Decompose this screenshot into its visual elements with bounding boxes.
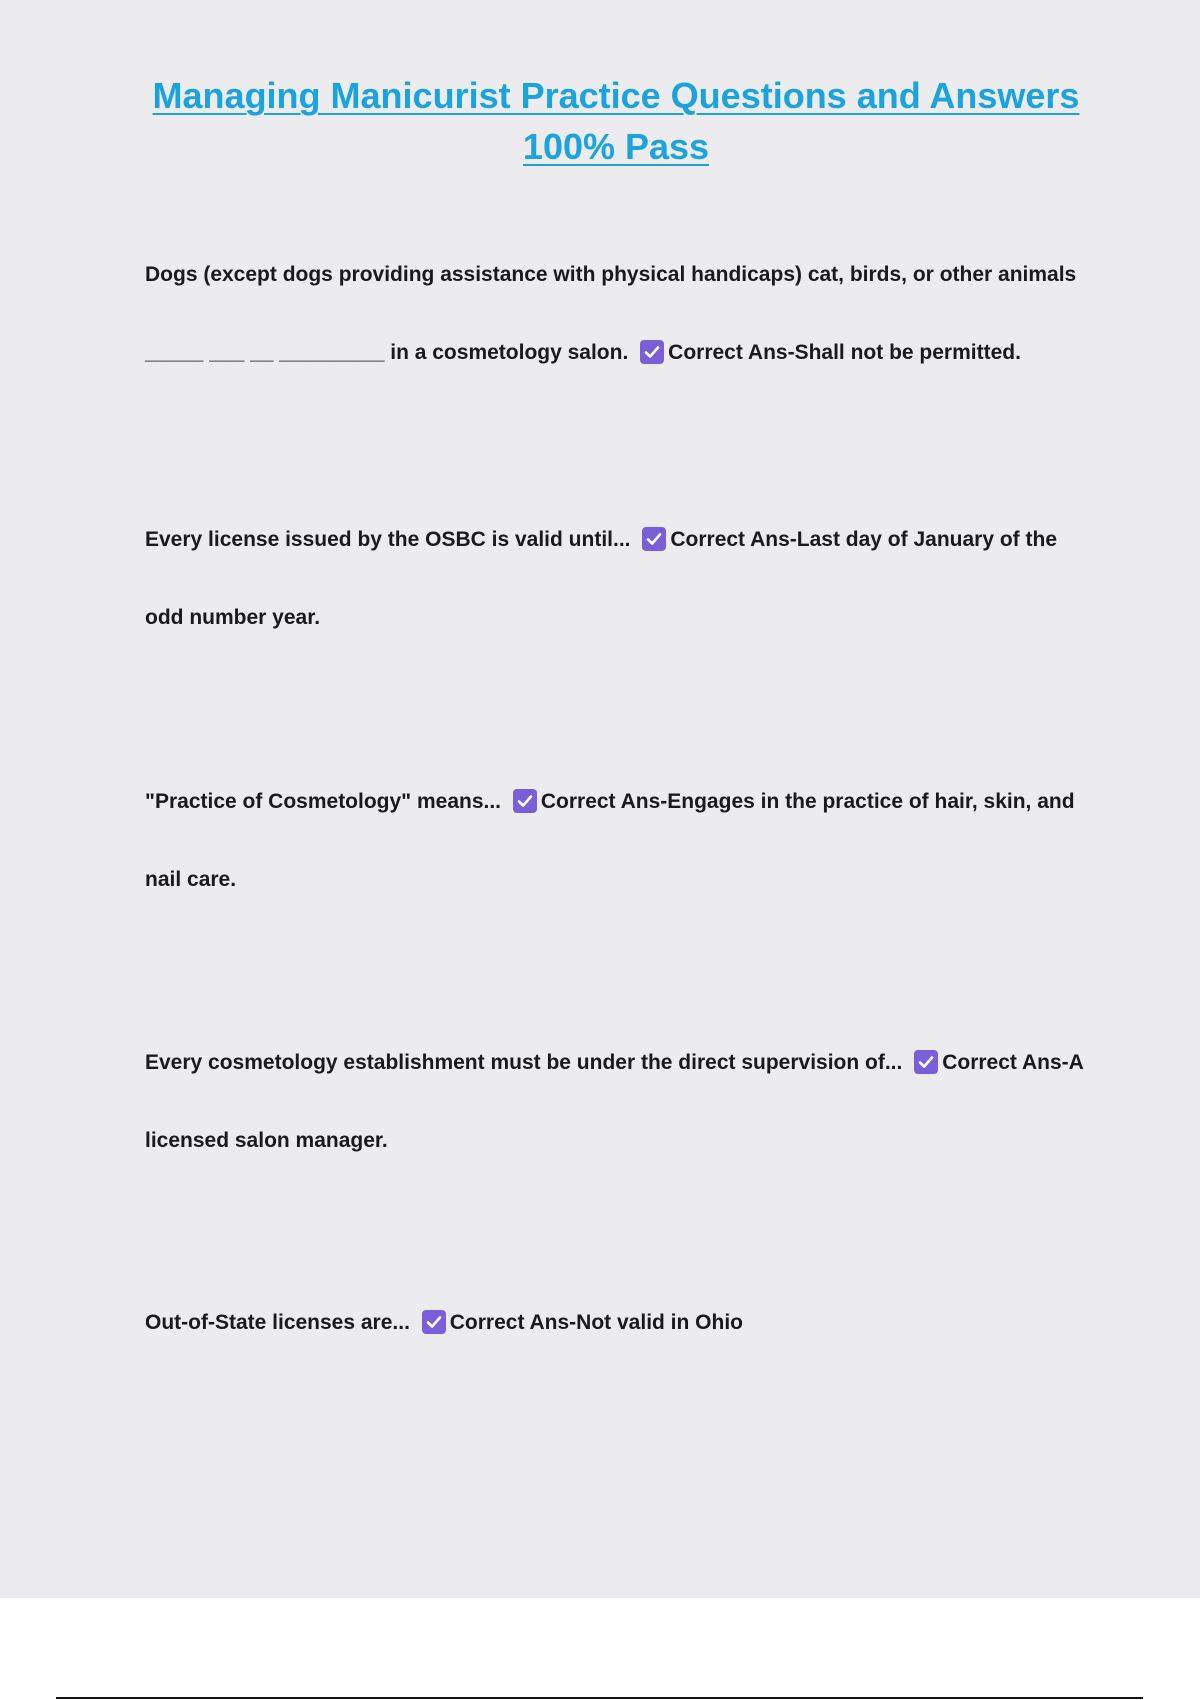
- answer-text: Correct Ans-Last day of January of the odd number year.: [145, 528, 1057, 629]
- checkbox-checked-icon: [640, 340, 664, 364]
- qa-item: [145, 1024, 1085, 1180]
- question-text: "Practice of Cosmetology" means...: [145, 790, 502, 813]
- document-title: [0, 70, 1200, 172]
- question-text: Dogs (except dogs providing assistance with physical handicaps) cat, birds, or other animals _____ ___ __ _________ in a cosmetology salon.: [145, 263, 1077, 364]
- checkbox-checked-icon: [642, 527, 666, 551]
- qa-item: [145, 763, 1085, 919]
- question-text: Out-of-State licenses are...: [145, 1311, 410, 1334]
- footer-divider: [56, 1697, 1143, 1699]
- qa-item: [145, 501, 1085, 657]
- checkbox-checked-icon: [422, 1310, 446, 1334]
- answer-text: Correct Ans-A licensed salon manager.: [145, 1051, 1083, 1152]
- title-line-2: 100% Pass: [522, 126, 710, 167]
- title-line-1: Managing Manicurist Practice Questions and Answers: [152, 75, 1080, 116]
- question-text: Every cosmetology establishment must be under the direct supervision of...: [145, 1051, 903, 1074]
- answer-text: Correct Ans-Not valid in Ohio: [449, 1311, 744, 1334]
- answer-text: Correct Ans-Shall not be permitted.: [668, 341, 1021, 364]
- checkbox-checked-icon: [914, 1050, 938, 1074]
- checkbox-checked-icon: [513, 789, 537, 813]
- qa-item: [145, 236, 1085, 392]
- answer-text: Correct Ans-Engages in the practice of hair, skin, and nail care.: [145, 790, 1075, 891]
- question-text: Every license issued by the OSBC is valid until...: [145, 528, 631, 551]
- qa-item: [145, 1284, 1085, 1362]
